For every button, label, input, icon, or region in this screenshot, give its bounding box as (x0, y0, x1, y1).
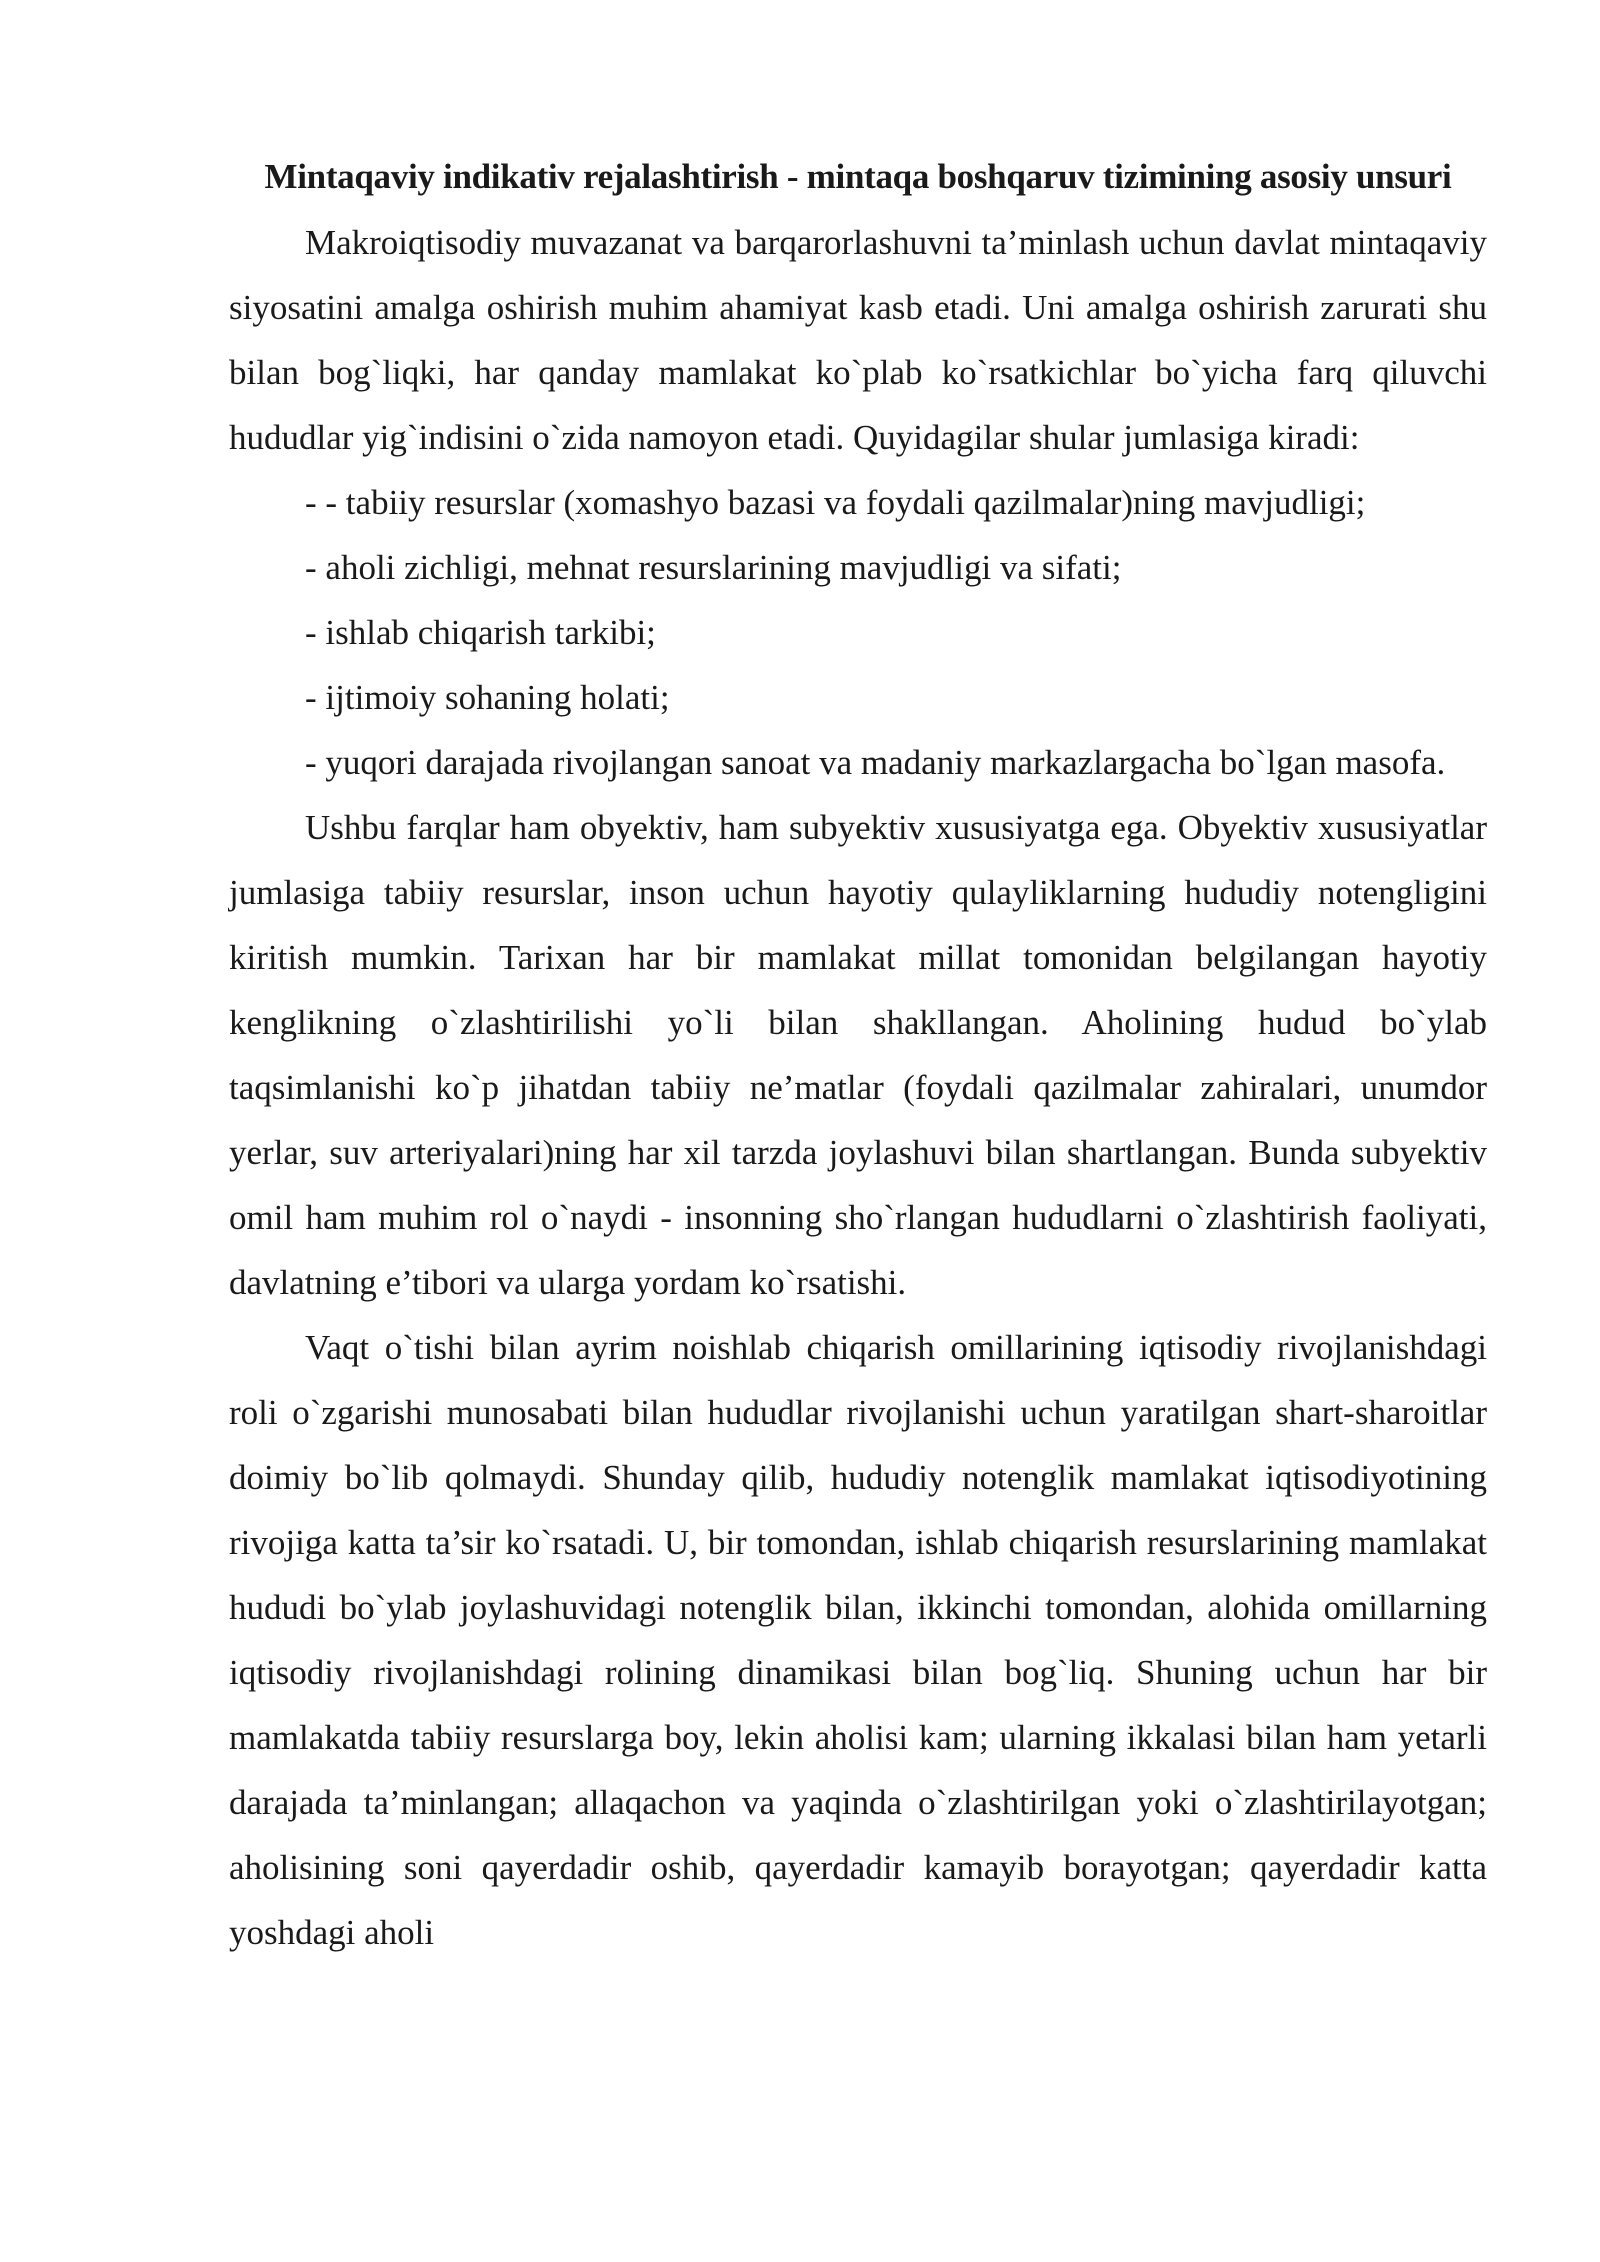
paragraph-time-factors: Vaqt o`tishi bilan ayrim noishlab chiqarish omillarining iqtisodiy rivojlanishdagi roli o`zgarishi munosabati bilan hududlar rivojlanishi uchun yaratilgan shart-sharoitlar doimiy bo`lib qolmaydi. Shunday qilib, hududiy notenglik mamlakat iqtisodiyotining rivojiga katta ta’sir ko`rsatadi. U, bir tomondan, ishlab chiqarish resurslarining mamlakat hududi bo`ylab joylashuvidagi notenglik bilan, ikkinchi tomondan, alohida omillarning iqtisodiy rivojlanishdagi rolining dinamikasi bilan bog`liq. Shuning uchun har bir mamlakatda tabiiy resurslarga boy, lekin aholisi kam; ularning ikkalasi bilan ham yetarli darajada ta’minlangan; allaqachon va yaqinda o`zlashtirilgan yoki o`zlashtirilayotgan; aholisining soni qayerdadir oshib, qayerdadir kamayib borayotgan; qayerdadir katta yoshdagi aholi (229, 1328, 1487, 1952)
document-page (229, 148, 1487, 1965)
paragraph-differences: Ushbu farqlar ham obyektiv, ham subyektiv xususiyatga ega. Obyektiv xususiyatlar jumlasiga tabiiy resurslar, inson uchun hayotiy qulayliklarning hududiy notengligini kiritish mumkin. Tarixan har bir mamlakat millat tomonidan belgilangan hayotiy kenglikning o`zlashtirilishi yo`li bilan shakllangan. Aholining hudud bo`ylab taqsimlanishi ko`p jihatdan tabiiy ne’matlar (foydali qazilmalar zahiralari, unumdor yerlar, suv arteriyalari)ning har xil tarzda joylashuvi bilan shartlangan. Bunda subyektiv omil ham muhim rol o`naydi - insonning sho`rlangan hududlarni o`zlashtirish faoliyati, davlatning e’tibori va ularga yordam ko`rsatishi. (229, 808, 1487, 1302)
paragraph-intro: Makroiqtisodiy muvazanat va barqarorlashuvni ta’minlash uchun davlat mintaqaviy siyosatini amalga oshirish muhim ahamiyat kasb etadi. Uni amalga oshirish zarurati shu bilan bog`liqki, har qanday mamlakat ko`plab ko`rsatkichlar bo`yicha farq qiluvchi hududlar yig`indisini o`zida namoyon etadi. Quyidagilar shular jumlasiga kiradi: (229, 223, 1487, 457)
list-item-production-structure: - ishlab chiqarish tarkibi; (305, 613, 656, 652)
list-item-natural-resources: - - tabiiy resurslar (xomashyo bazasi va foydali qazilmalar)ning mavjudligi; (305, 483, 1366, 522)
list-item-distance: - yuqori darajada rivojlangan sanoat va madaniy markazlargacha bo`lgan masofa. (305, 743, 1446, 782)
list-item-population-density: - aholi zichligi, mehnat resurslarining mavjudligi va sifati; (305, 548, 1122, 587)
document-title: Mintaqaviy indikativ rejalashtirish - mintaqa boshqaruv tizimining asosiy unsuri (264, 157, 1452, 196)
list-item-social-sphere: - ijtimoiy sohaning holati; (305, 678, 670, 717)
